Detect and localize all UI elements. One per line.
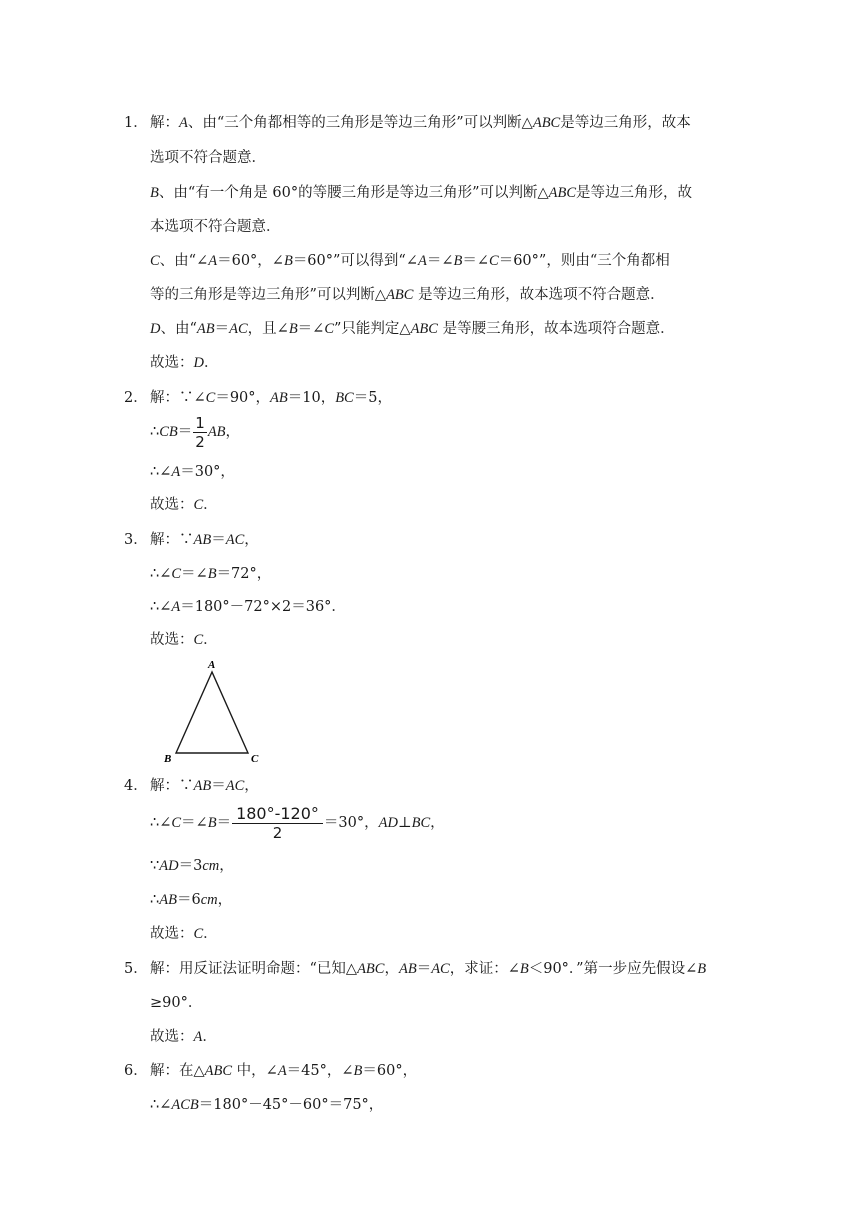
solution-line: 解：用反证法证明命题：“已知△ABC，AB＝AC，求证：∠B＜90°．”第一步应先假设∠B bbox=[150, 961, 707, 977]
fraction: $\frac{180^\circ-120^\circ}{2}$ bbox=[232, 805, 323, 842]
question-number: 5． bbox=[124, 961, 148, 977]
triangle-abc bbox=[176, 672, 248, 753]
solution-line: ∴∠A＝30°， bbox=[150, 464, 235, 480]
solution-line: 解：∵AB＝AC， bbox=[150, 778, 259, 794]
vertex-label-a: A bbox=[208, 659, 216, 671]
solution-line: ∴AB＝6cm， bbox=[150, 892, 233, 908]
solution-line: C、由“∠A＝60°，∠B＝60°”可以得到“∠A＝∠B＝∠C＝60°”，则由“三个角都相 bbox=[150, 253, 670, 269]
answer-line: 故选：C． bbox=[150, 926, 218, 942]
solution-line: ∵AD＝3cm， bbox=[150, 858, 234, 874]
solution-line: D、由“AB＝AC，且∠B＝∠C”只能判定△ABC 是等腰三角形，故本选项符合题意． bbox=[150, 321, 675, 337]
solution-line: 等的三角形是等边三角形”可以判断△ABC 是等边三角形，故本选项不符合题意． bbox=[150, 287, 665, 303]
solution-line: 解：∵∠C＝90°，AB＝10，BC＝5， bbox=[150, 390, 392, 406]
answer-line: 故选：A． bbox=[150, 1029, 217, 1045]
question-number: 3． bbox=[124, 532, 148, 548]
solution-line: 解：∵AB＝AC， bbox=[150, 532, 259, 548]
solution-line: B、由“有一个角是 60°的等腰三角形是等边三角形”可以判断△ABC是等边三角形，故 bbox=[150, 185, 693, 201]
solution-line: ≥90°． bbox=[150, 995, 203, 1011]
vertex-label-b: B bbox=[164, 753, 172, 765]
fraction: $\frac{1}{2}$ bbox=[195, 413, 205, 451]
answer-line: 故选：D． bbox=[150, 355, 219, 371]
question-number: 1． bbox=[124, 115, 148, 131]
solution-line: ∴∠C＝∠B＝72°， bbox=[150, 566, 272, 582]
solution-line: ∴∠ACB＝180°－45°－60°＝75°， bbox=[150, 1097, 384, 1113]
question-number: 6． bbox=[124, 1063, 148, 1079]
answer-line: 故选：C． bbox=[150, 497, 218, 513]
question-number: 2． bbox=[124, 390, 148, 406]
solution-line: 解：在△ABC 中，∠A＝45°，∠B＝60°， bbox=[150, 1063, 418, 1079]
solution-line: ∴∠A＝180°－72°×2＝36°． bbox=[150, 599, 346, 615]
solution-line: 本选项不符合题意． bbox=[150, 219, 281, 235]
vertex-label-c: C bbox=[251, 753, 259, 765]
solution-line: ∴∠C＝∠B＝ $\frac{180^\circ-120^\circ}{2}$ ＝30°，AD⊥BC， bbox=[150, 803, 445, 842]
question-number: 4． bbox=[124, 778, 148, 794]
triangle-figure bbox=[158, 655, 268, 767]
solution-line: 选项不符合题意． bbox=[150, 150, 266, 166]
solution-line: 解：A、由“三个角都相等的三角形是等边三角形”可以判断△ABC是等边三角形，故本 bbox=[150, 115, 691, 131]
answer-line: 故选：C． bbox=[150, 632, 218, 648]
solution-line: ∴CB＝ $\frac{1}{2}$ AB， bbox=[150, 413, 241, 451]
